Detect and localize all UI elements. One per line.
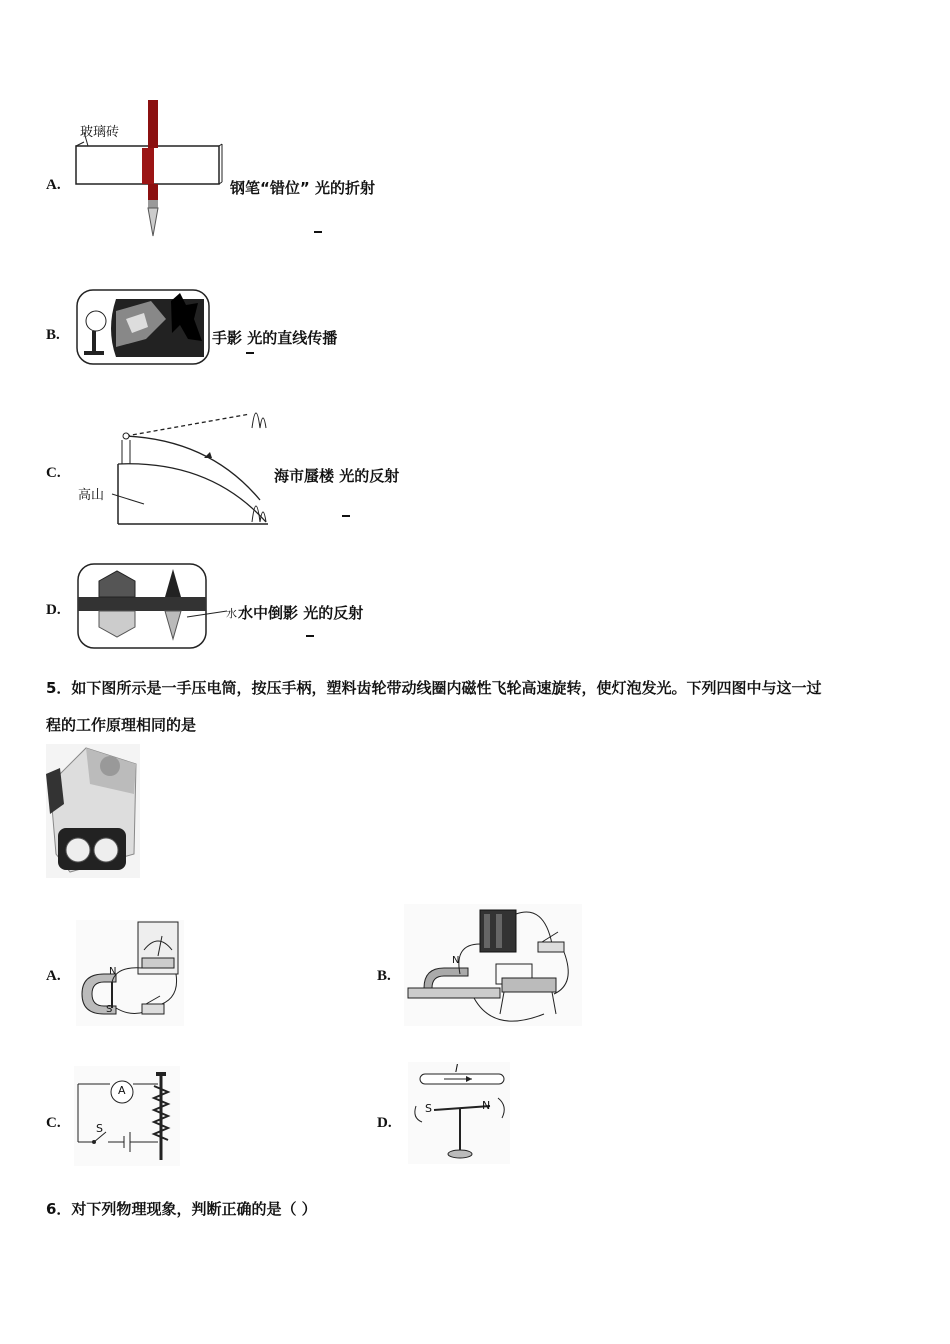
generator-meter-figure <box>76 920 184 1026</box>
q5c-switch-label: S <box>96 1122 103 1135</box>
water-label: 水 <box>226 607 237 620</box>
glass-brick-label: 玻璃砖 <box>80 125 120 140</box>
question-5-line-2: 程的工作原理相同的是 <box>46 716 197 734</box>
electromagnet-circuit-figure <box>74 1066 180 1166</box>
motor-battery-figure <box>404 904 582 1026</box>
q5-option-c-label: C. <box>46 1115 61 1131</box>
blank-dash <box>314 231 322 233</box>
mirage-figure <box>110 400 270 528</box>
option-d-caption: 水中倒影 光的反射 <box>238 604 364 622</box>
option-b-label: B. <box>46 327 60 343</box>
option-b-caption: 手影 光的直线传播 <box>212 329 338 347</box>
q5-option-a-label: A. <box>46 968 61 984</box>
q5-option-d-label: D. <box>377 1115 392 1131</box>
q5d-current-label: I <box>455 1062 459 1075</box>
pen-glass-figure <box>74 98 224 243</box>
option-c-caption: 海市蜃楼 光的反射 <box>274 467 400 485</box>
hand-shadow-figure <box>76 289 210 365</box>
q5d-n-label: N <box>482 1099 491 1112</box>
option-d-label: D. <box>46 602 61 618</box>
q5a-s-label: S <box>106 1004 113 1015</box>
blank-dash <box>306 635 314 637</box>
question-5-line-1: 5．如下图所示是一手压电筒，按压手柄，塑料齿轮带动线圈内磁性飞轮高速旋转，使灯泡发光。下列四图中与这一过 <box>46 679 822 697</box>
blank-dash <box>342 515 350 517</box>
option-a-caption: 钢笔“错位” 光的折射 <box>230 179 375 197</box>
q5b-n-label: N <box>452 955 460 966</box>
option-c-label: C. <box>46 465 61 481</box>
q5a-n-label: N <box>109 966 117 977</box>
option-a-label: A. <box>46 177 61 193</box>
q5c-ammeter-label: A <box>118 1084 126 1097</box>
oersted-figure <box>408 1062 510 1164</box>
q5d-s-label: S <box>425 1102 432 1115</box>
question-6-line-1: 6．对下列物理现象，判断正确的是（ ） <box>46 1200 317 1218</box>
water-reflection-figure <box>77 563 207 649</box>
hand-flashlight-image <box>46 744 140 878</box>
mountain-label: 高山 <box>78 488 105 503</box>
blank-dash <box>246 352 254 354</box>
q5-option-b-label: B. <box>377 968 391 984</box>
